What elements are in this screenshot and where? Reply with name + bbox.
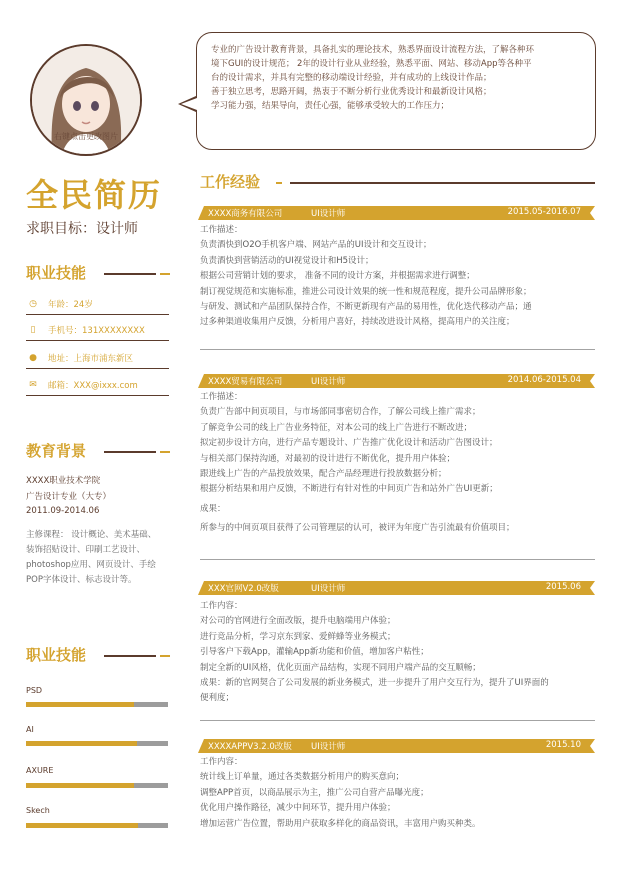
edu-courses — [26, 528, 176, 588]
course-line: POP字体设计、标志设计等。 — [26, 575, 137, 585]
avatar-caption: 右键点击更改图片 — [54, 132, 118, 141]
job-header — [198, 206, 595, 220]
course-line: photoshop应用、网页设计、手绘 — [26, 560, 156, 570]
job-line: 优化用户操作路径，减少中间环节，提升用户体验； — [200, 803, 396, 814]
skill-label: Skech — [26, 806, 50, 815]
job-separator — [200, 559, 595, 560]
job-line: 进行竞品分析，学习京东到家、爱鲜蜂等业务模式； — [200, 631, 396, 642]
job-separator — [200, 349, 595, 350]
job-date: 2015.10 — [545, 740, 581, 750]
job-line: 根据分析结果和用户反馈，不断进行有针对性的中间页广告和站外广告UI更新； — [200, 484, 498, 495]
job-date: 2014.06-2015.04 — [507, 375, 581, 385]
job-line: 所参与的中间页项目获得了公司管理层的认可，被评为年度广告引流最有价值项目； — [200, 523, 515, 534]
section-title-education: 教育背景 — [26, 442, 87, 460]
edu-major: 广告设计专业（大专） — [26, 492, 112, 502]
job-company: XXXXAPPV3.2.0改版 — [208, 742, 292, 752]
job-description — [200, 755, 595, 832]
job-line: 跟进线上广告的产品投放效果，配合产品经理进行投放数据分析； — [200, 469, 447, 480]
job-line: 负责酒快到营销活动的UI视觉设计和H5设计； — [200, 255, 374, 266]
mail-icon: ✉ — [29, 379, 37, 390]
job-company: XXX官网V2.0改版 — [208, 584, 279, 594]
job-description — [200, 223, 595, 331]
section-accent — [160, 273, 170, 275]
info-address — [26, 347, 169, 369]
section-divider — [104, 451, 156, 453]
summary-line: 台的设计需求，并具有完整的移动端设计经验，并有成功的上线设计作品； — [211, 73, 492, 83]
job-line: 统计线上订单量，通过各类数据分析用户的购买意向； — [200, 772, 405, 783]
info-phone-text: 手机号：131XXXXXXXX — [48, 325, 145, 336]
summary-line: 学习能力强，结果导向，责任心强，能够承受较大的工作压力； — [211, 101, 450, 111]
job-company: XXXX贸易有限公司 — [208, 377, 283, 387]
job-line: 工作内容： — [200, 757, 243, 767]
skill-bar — [26, 702, 168, 707]
bubble-tail-inner — [181, 98, 197, 110]
phone-icon: ▯ — [30, 324, 36, 335]
summary-bubble — [196, 32, 596, 150]
section-accent — [276, 182, 282, 184]
info-age-text: 年龄：24岁 — [48, 299, 93, 310]
candidate-name: 全民简历 — [26, 176, 163, 214]
skill-label: AI — [26, 725, 34, 734]
job-date: 2015.06 — [545, 582, 581, 592]
section-title-skills: 职业技能 — [26, 264, 87, 282]
job-description — [200, 599, 595, 707]
skill-fill — [26, 741, 137, 746]
job-role: UI设计师 — [311, 377, 346, 387]
section-divider — [104, 655, 156, 657]
info-email[interactable] — [26, 374, 169, 396]
job-line: 制定全新的UI风格，优化页面产品结构，实现不同用户端产品的交互顺畅； — [200, 662, 481, 673]
section-divider — [290, 182, 595, 184]
job-line: 调整APP首页，以商品展示为主，推广公司自营产品曝光度； — [200, 787, 429, 798]
summary-line: 善于独立思考，思路开阔，热衷于不断分析行业优秀设计和最新设计风格； — [211, 87, 492, 97]
skill-bar — [26, 823, 168, 828]
clock-icon: ◷ — [29, 298, 37, 309]
job-line: 成果： — [200, 503, 226, 514]
skill-label: AXURE — [26, 766, 54, 775]
info-phone — [26, 319, 169, 341]
skill-bar — [26, 741, 168, 746]
job-line: 对公司的官网进行全面改版，提升电脑端用户体验； — [200, 616, 396, 627]
skill-label: PSD — [26, 686, 43, 695]
job-header — [198, 374, 595, 388]
job-line: 增加运营广告位置，帮助用户获取多样化的商品资讯，丰富用户购买种类。 — [200, 818, 481, 829]
section-title-work: 工作经验 — [200, 173, 261, 191]
job-line: 过多种渠道收集用户反馈，分析用户喜好，持续改进设计风格，提高用户的关注度； — [200, 317, 515, 328]
summary-line: 境下GUI的设计规范； 2年的设计行业从业经验，熟悉平面、网站、移动App等各种平 — [211, 59, 532, 69]
job-role: UI设计师 — [311, 742, 346, 752]
job-separator — [200, 720, 595, 721]
job-date: 2015.05-2016.07 — [507, 207, 581, 217]
section-divider — [104, 273, 156, 275]
job-line: 了解竞争公司的线上广告业务特征，对本公司的线上广告进行不断改进； — [200, 422, 473, 433]
skill-fill — [26, 783, 134, 788]
skill-fill — [26, 823, 138, 828]
job-line: 与研发、测试和产品团队保持合作，不断更新现有产品的易用性，优化迭代移动产品；通 — [200, 302, 532, 313]
job-line: 制订视觉规范和实施标准，推进公司设计效果的统一性和规范程度，提升公司品牌形象； — [200, 286, 532, 297]
job-line: 与相关部门保持沟通，对最初的设计进行不断优化，提升用户体验； — [200, 453, 456, 464]
summary-line: 专业的广告设计教育背景，具备扎实的理论技术，熟悉界面设计流程方法，了解各种环 — [211, 45, 535, 55]
course-line: 主修课程： 设计概论、美术基础、 — [26, 530, 157, 540]
course-line: 装饰招贴设计、印刷工艺设计、 — [26, 545, 146, 555]
avatar[interactable] — [30, 44, 142, 156]
job-line: 根据公司营销计划的要求， 准备不同的设计方案，并根据需求进行调整； — [200, 271, 475, 282]
section-accent — [160, 655, 170, 657]
info-email-text[interactable]: 邮箱：XXX@ixxx.com — [48, 380, 138, 391]
job-description — [200, 390, 595, 537]
info-address-text: 地址：上海市浦东新区 — [48, 353, 134, 364]
job-goal: 求职目标：设计师 — [26, 221, 138, 237]
section-accent — [160, 451, 170, 453]
location-icon: ● — [29, 352, 37, 363]
job-role: UI设计师 — [311, 209, 346, 219]
skill-fill — [26, 702, 134, 707]
job-line: 工作描述： — [200, 225, 243, 235]
job-line: 工作描述： — [200, 392, 243, 402]
job-line: 负责广告部中间页项目，与市场部同事密切合作，了解公司线上推广需求； — [200, 407, 481, 418]
skill-bar — [26, 783, 168, 788]
job-line: 负责酒快到O2O手机客户端、网站产品的UI设计和交互设计； — [200, 240, 432, 251]
edu-school: XXXX职业技术学院 — [26, 476, 101, 486]
job-line: 工作内容： — [200, 601, 243, 611]
job-role: UI设计师 — [311, 584, 346, 594]
edu-period: 2011.09-2014.06 — [26, 506, 100, 516]
job-line: 成果：新的官网契合了公司发展的新业务模式，进一步提升了用户交互行为，提升了UI界面的 — [200, 678, 549, 689]
job-line: 便利度； — [200, 693, 235, 704]
job-header — [198, 739, 595, 753]
job-header — [198, 581, 595, 595]
section-title-abilities: 职业技能 — [26, 646, 87, 664]
info-age — [26, 293, 169, 315]
job-company: XXXX商务有限公司 — [208, 209, 283, 219]
job-line: 引导客户下载App，灌输App新功能和价值，增加客户粘性； — [200, 647, 429, 658]
job-line: 拟定初步设计方向，进行产品专题设计、广告推广优化设计和活动广告图设计； — [200, 438, 498, 449]
